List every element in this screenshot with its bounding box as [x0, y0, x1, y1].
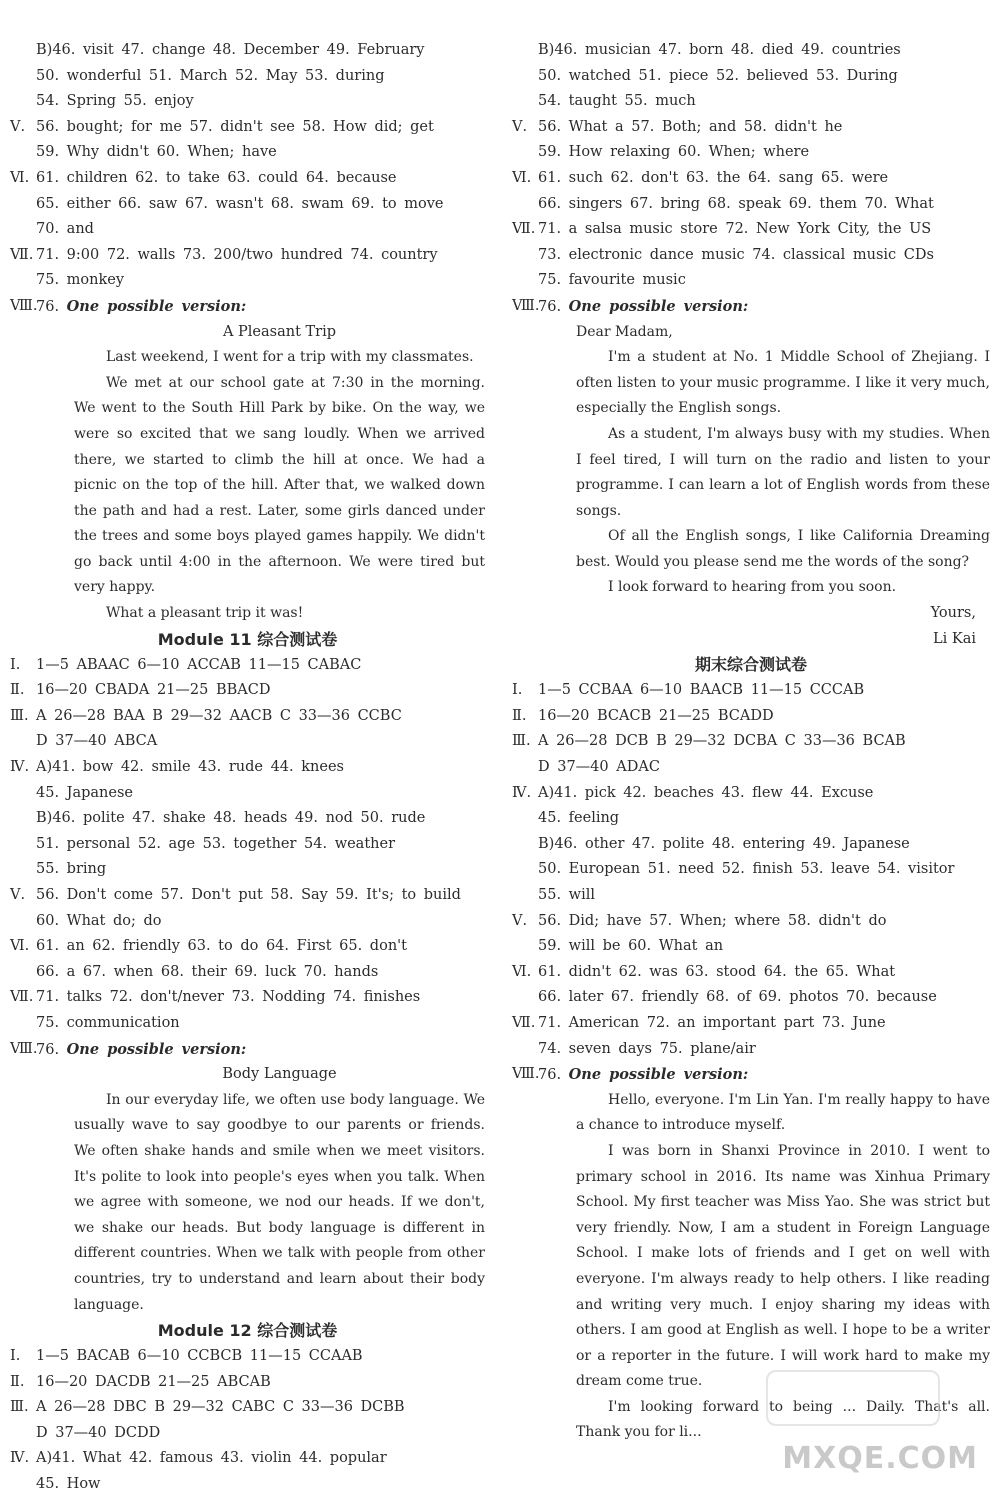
answer-text: 71. a salsa music store 72. New York City, the US — [538, 221, 932, 238]
answer-row — [10, 985, 485, 1011]
answer-text: 70. and — [36, 221, 94, 238]
section-numeral — [512, 857, 538, 883]
section-numeral — [512, 755, 538, 781]
section-numeral: Ⅱ. — [10, 1373, 25, 1390]
answer-text: A)41. pick 42. beaches 43. flew 44. Excuse — [538, 784, 874, 801]
answer-text: A)41. bow 42. smile 43. rude 44. knees — [36, 759, 344, 776]
essay-body — [10, 1088, 485, 1318]
answer-text: 59. How relaxing 60. When; where — [538, 144, 810, 161]
section-numeral: Ⅵ. — [512, 963, 532, 980]
answer-text: D 37—40 ADAC — [538, 759, 660, 776]
answer-row — [512, 192, 990, 218]
section-heading: 期末综合测试卷 — [694, 655, 807, 675]
section-heading: Module 11 综合测试卷 — [157, 629, 338, 649]
answer-text: 61. didn't 62. was 63. stood 64. the 65. What — [538, 963, 896, 980]
answer-row — [10, 1037, 485, 1063]
answer-row — [512, 704, 990, 730]
answer-row — [10, 1344, 485, 1370]
answer-text: 16—20 BCACB 21—25 BCADD — [538, 707, 774, 724]
answer-row — [512, 243, 990, 269]
answer-text: A 26—28 DCB B 29—32 DCBA C 33—36 BCAB — [538, 733, 906, 750]
section-numeral — [512, 1037, 538, 1063]
paragraph: We met at our school gate at 7:30 in the morning. We went to the South Hill Park by bike. On the way, we were so excited that we sang loudly. When we arrived there, we started to climb the hill at once. We had a picnic on the top of the hill. After that, we walked down the path and had a rest. Later, some girls danced under the trees and some boys played games happily. We didn't go back until 4:00 in the afternoon. We were tired but very happy. — [74, 374, 485, 596]
answer-text: D 37—40 ABCA — [36, 733, 158, 750]
answer-row — [512, 934, 990, 960]
answer-text: B)46. musician 47. born 48. died 49. countries — [538, 42, 901, 58]
section-numeral — [512, 985, 538, 1011]
section-numeral — [10, 1472, 36, 1498]
answer-row — [512, 883, 990, 909]
answer-text: 66. singers 67. bring 68. speak 69. them 70. What — [538, 195, 934, 212]
answer-text: 1—5 ABAAC 6—10 ACCAB 11—15 CABAC — [36, 656, 362, 673]
answer-row — [10, 89, 485, 115]
answer-row — [10, 1472, 485, 1498]
section-numeral: Ⅷ. — [512, 297, 540, 314]
essay-title: Body Language — [222, 1066, 337, 1083]
answer-text: 55. will — [538, 887, 595, 903]
answer-text: 54. Spring 55. enjoy — [36, 93, 194, 110]
answer-text: 76. One possible version: — [36, 297, 247, 315]
answer-list — [10, 1344, 485, 1498]
answer-text: 75. monkey — [36, 272, 125, 289]
answer-text: 66. a 67. when 68. their 69. luck 70. hands — [36, 963, 379, 980]
answer-text: 50. wonderful 51. March 52. May 53. during — [36, 67, 385, 84]
version-label: One possible version: — [66, 1040, 247, 1058]
answer-row — [10, 1011, 485, 1037]
section-numeral — [512, 832, 538, 858]
answer-text: 1—5 CCBAA 6—10 BAACB 11—15 CCCAB — [538, 682, 865, 699]
answer-text: 76. One possible version: — [36, 1040, 247, 1058]
answer-text: 56. Did; have 57. When; where 58. didn't do — [538, 912, 887, 929]
answer-row — [10, 729, 485, 755]
answer-text: 16—20 DACDB 21—25 ABCAB — [36, 1373, 271, 1390]
answer-row — [10, 140, 485, 166]
essay-body — [10, 345, 485, 627]
paragraph: I was born in Shanxi Province in 2010. I went to primary school in 2016. Its name was Xinhua Primary School. My first teacher was Miss Yao. She was strict but very friendly. Now, I am a student in Foreign Language School. I make lots of friends and I get on well with everyone. I'm always ready to help others. I like reading and writing very much. I enjoy sharing my ideas with others. I am good at English as well. I hope to be a writer or a reporter in the future. I will work hard to make my dream come true. — [576, 1142, 990, 1390]
answer-row — [10, 806, 485, 832]
answer-text: 75. favourite music — [538, 272, 686, 289]
section-numeral — [512, 192, 538, 218]
section-numeral: Ⅶ. — [10, 246, 34, 263]
answer-text: 55. bring — [36, 861, 107, 878]
section-numeral — [512, 140, 538, 166]
answer-text: 71. American 72. an important part 73. June — [538, 1014, 886, 1031]
answer-row — [512, 140, 990, 166]
section-numeral — [10, 729, 36, 755]
paragraph: Last weekend, I went for a trip with my classmates. — [106, 349, 474, 366]
answer-row — [10, 1395, 485, 1421]
answer-row — [512, 755, 990, 781]
section-numeral: Ⅵ. — [10, 938, 30, 955]
version-label: One possible version: — [568, 1066, 749, 1084]
answer-row — [10, 909, 485, 935]
answer-text: 75. communication — [36, 1014, 180, 1031]
section-numeral — [512, 38, 538, 64]
answer-text: B)46. polite 47. shake 48. heads 49. nod 50. rude — [36, 810, 426, 827]
section-numeral: Ⅷ. — [10, 297, 38, 314]
watermark: MXQE.COM — [782, 1441, 978, 1476]
answer-row — [10, 704, 485, 730]
answer-text: 51. personal 52. age 53. together 54. weather — [36, 835, 396, 852]
answer-row — [512, 217, 990, 243]
answer-list — [10, 38, 485, 320]
section-numeral: Ⅴ. — [512, 912, 528, 929]
paragraph: What a pleasant trip it was! — [106, 605, 304, 622]
answer-list — [512, 678, 990, 1088]
letter-greeting: Dear Madam, — [576, 323, 673, 340]
answer-text: 65. either 66. saw 67. wasn't 68. swam 69. to move — [36, 195, 444, 212]
paragraph: I'm a student at No. 1 Middle School of Zhejiang. I often listen to your music programme. I like it very much, especially the English songs. — [576, 349, 990, 417]
answer-text: 60. What do; do — [36, 912, 162, 929]
answer-row — [512, 960, 990, 986]
answer-row — [10, 857, 485, 883]
answer-text: 71. 9:00 72. walls 73. 200/two hundred 74. country — [36, 246, 438, 263]
watermark-badge — [766, 1370, 940, 1426]
answer-row — [512, 678, 990, 704]
section-numeral: Ⅳ. — [10, 1450, 30, 1467]
section-numeral — [512, 64, 538, 90]
answer-text: 71. talks 72. don't/never 73. Nodding 74. finishes — [36, 989, 421, 1006]
section-numeral — [10, 832, 36, 858]
answer-text: 56. Don't come 57. Don't put 58. Say 59. It's; to build — [36, 887, 461, 903]
answer-row — [512, 38, 990, 64]
section-numeral: Ⅰ. — [512, 682, 523, 699]
section-numeral — [10, 140, 36, 166]
answer-row — [10, 192, 485, 218]
section-numeral — [512, 89, 538, 115]
answer-row — [10, 115, 485, 141]
answer-text: 59. Why didn't 60. When; have — [36, 144, 277, 161]
section-numeral: Ⅱ. — [512, 707, 527, 724]
answer-text: 61. children 62. to take 63. could 64. because — [36, 169, 397, 186]
answer-row — [512, 294, 990, 320]
answer-row — [512, 268, 990, 294]
answer-row — [512, 832, 990, 858]
answer-text: 61. an 62. friendly 63. to do 64. First 65. don't — [36, 938, 407, 955]
answer-text: 54. taught 55. much — [538, 93, 696, 110]
section-numeral — [10, 192, 36, 218]
version-label: One possible version: — [66, 297, 247, 315]
section-numeral — [512, 883, 538, 909]
answer-row — [512, 64, 990, 90]
essay-title: A Pleasant Trip — [222, 323, 337, 340]
answer-row — [512, 806, 990, 832]
answer-row — [10, 755, 485, 781]
section-numeral: Ⅲ. — [10, 707, 29, 724]
section-numeral — [10, 89, 36, 115]
answer-text: A 26—28 BAA B 29—32 AACB C 33—36 CCBC — [36, 707, 402, 724]
answer-row — [512, 781, 990, 807]
answer-row — [512, 1011, 990, 1037]
section-numeral: Ⅳ. — [10, 759, 30, 776]
section-numeral — [10, 781, 36, 807]
answer-row — [512, 857, 990, 883]
answer-text: 76. One possible version: — [538, 297, 749, 315]
section-numeral: Ⅳ. — [512, 784, 532, 801]
answer-text: 45. How — [36, 1476, 101, 1493]
answer-row — [10, 678, 485, 704]
section-heading: Module 12 综合测试卷 — [157, 1321, 338, 1341]
letter-greeting-wrap — [512, 320, 990, 346]
right-column — [512, 38, 990, 1446]
paragraph: I look forward to hearing from you soon. — [608, 579, 897, 596]
answer-row — [10, 38, 485, 64]
answer-row — [10, 217, 485, 243]
section-numeral: Ⅶ. — [512, 221, 536, 238]
section-numeral — [512, 268, 538, 294]
answer-text: B)46. other 47. polite 48. entering 49. Japanese — [538, 835, 910, 852]
answer-text: 16—20 CBADA 21—25 BBACD — [36, 682, 271, 699]
section-numeral: Ⅵ. — [512, 169, 532, 186]
section-numeral — [10, 1011, 36, 1037]
answer-text: 45. feeling — [538, 810, 620, 827]
answer-row — [10, 166, 485, 192]
answer-text: 61. such 62. don't 63. the 64. sang 65. were — [538, 169, 889, 186]
answer-row — [10, 268, 485, 294]
section-numeral — [10, 38, 36, 64]
section-numeral — [10, 806, 36, 832]
answer-row — [512, 166, 990, 192]
answer-list — [10, 653, 485, 1063]
section-numeral — [10, 960, 36, 986]
section-numeral: Ⅷ. — [512, 1066, 540, 1083]
section-numeral — [10, 268, 36, 294]
paragraph: As a student, I'm always busy with my studies. When I feel tired, I will turn on the radio and listen to your programme. I can learn a lot of English words from these songs. — [576, 425, 990, 519]
answer-text: 50. European 51. need 52. finish 53. leave 54. visitor — [538, 861, 955, 878]
answer-row — [512, 909, 990, 935]
paragraph: In our everyday life, we often use body language. We usually wave to say goodbye to our parents or friends. We often shake hands and smile when we meet visitors. It's polite to look into people's eyes when you talk. When we agree with someone, we nod our heads. If we don't, we shake our heads. But body language is different in different countries. When we talk with people from other countries, try to understand and learn about their body language. — [74, 1091, 485, 1313]
answer-row — [10, 781, 485, 807]
version-label: One possible version: — [568, 297, 749, 315]
answer-list — [512, 38, 990, 320]
section-numeral — [10, 857, 36, 883]
letter-closing: Yours, — [930, 605, 976, 622]
answer-row — [10, 64, 485, 90]
section-numeral: Ⅶ. — [10, 989, 34, 1006]
answer-text: 45. Japanese — [36, 784, 133, 801]
answer-row — [10, 883, 485, 909]
section-numeral: Ⅰ. — [10, 1348, 21, 1365]
section-numeral — [10, 64, 36, 90]
answer-text: 1—5 BACAB 6—10 CCBCB 11—15 CCAAB — [36, 1348, 363, 1365]
left-column — [10, 38, 485, 1498]
answer-row — [10, 832, 485, 858]
section-numeral — [512, 243, 538, 269]
paragraph: I'm looking forward to being ... Daily. That's all. Thank you for li... — [576, 1398, 990, 1441]
section-numeral: Ⅷ. — [10, 1040, 38, 1057]
answer-text: B)46. visit 47. change 48. December 49. February — [36, 42, 425, 58]
answer-text: D 37—40 DCDD — [36, 1424, 161, 1441]
section-numeral — [10, 217, 36, 243]
answer-row — [512, 1062, 990, 1088]
section-numeral — [10, 1421, 36, 1447]
section-numeral: Ⅴ. — [512, 118, 528, 135]
paragraph: Hello, everyone. I'm Lin Yan. I'm really happy to have a chance to introduce myself. — [576, 1091, 990, 1134]
section-numeral: Ⅱ. — [10, 682, 25, 699]
answer-text: 73. electronic dance music 74. classical music CDs — [538, 246, 934, 263]
answer-row — [10, 1446, 485, 1472]
answer-text: 56. bought; for me 57. didn't see 58. How did; get — [36, 118, 434, 135]
answer-text: 50. watched 51. piece 52. believed 53. During — [538, 67, 898, 84]
answer-row — [10, 243, 485, 269]
answer-row — [512, 115, 990, 141]
answer-row — [10, 1370, 485, 1396]
section-numeral: Ⅴ. — [10, 887, 26, 903]
letter-body — [512, 345, 990, 601]
section-numeral: Ⅲ. — [10, 1399, 29, 1416]
answer-row — [10, 294, 485, 320]
section-numeral — [10, 909, 36, 935]
section-numeral — [512, 806, 538, 832]
section-numeral — [512, 934, 538, 960]
answer-text: 76. One possible version: — [538, 1066, 749, 1084]
answer-row — [512, 729, 990, 755]
answer-row — [512, 985, 990, 1011]
answer-text: 56. What a 57. Both; and 58. didn't he — [538, 118, 843, 135]
section-numeral: Ⅰ. — [10, 656, 21, 673]
section-numeral: Ⅵ. — [10, 169, 30, 186]
answer-row — [10, 653, 485, 679]
answer-text: 74. seven days 75. plane/air — [538, 1040, 756, 1057]
answer-text: A)41. What 42. famous 43. violin 44. popular — [36, 1450, 387, 1467]
letter-signature: Li Kai — [933, 630, 976, 647]
paragraph: Of all the English songs, I like California Dreaming best. Would you please send me the words of the song? — [576, 528, 990, 570]
answer-row — [512, 1037, 990, 1063]
section-numeral: Ⅴ. — [10, 118, 26, 135]
answer-row — [10, 1421, 485, 1447]
answer-row — [10, 960, 485, 986]
section-numeral: Ⅶ. — [512, 1014, 536, 1031]
answer-row — [10, 934, 485, 960]
answer-row — [512, 89, 990, 115]
answer-text: 66. later 67. friendly 68. of 69. photos 70. because — [538, 989, 937, 1006]
section-numeral: Ⅲ. — [512, 733, 531, 750]
answer-text: 59. will be 60. What an — [538, 938, 724, 955]
answer-text: A 26—28 DBC B 29—32 CABC C 33—36 DCBB — [36, 1399, 405, 1416]
